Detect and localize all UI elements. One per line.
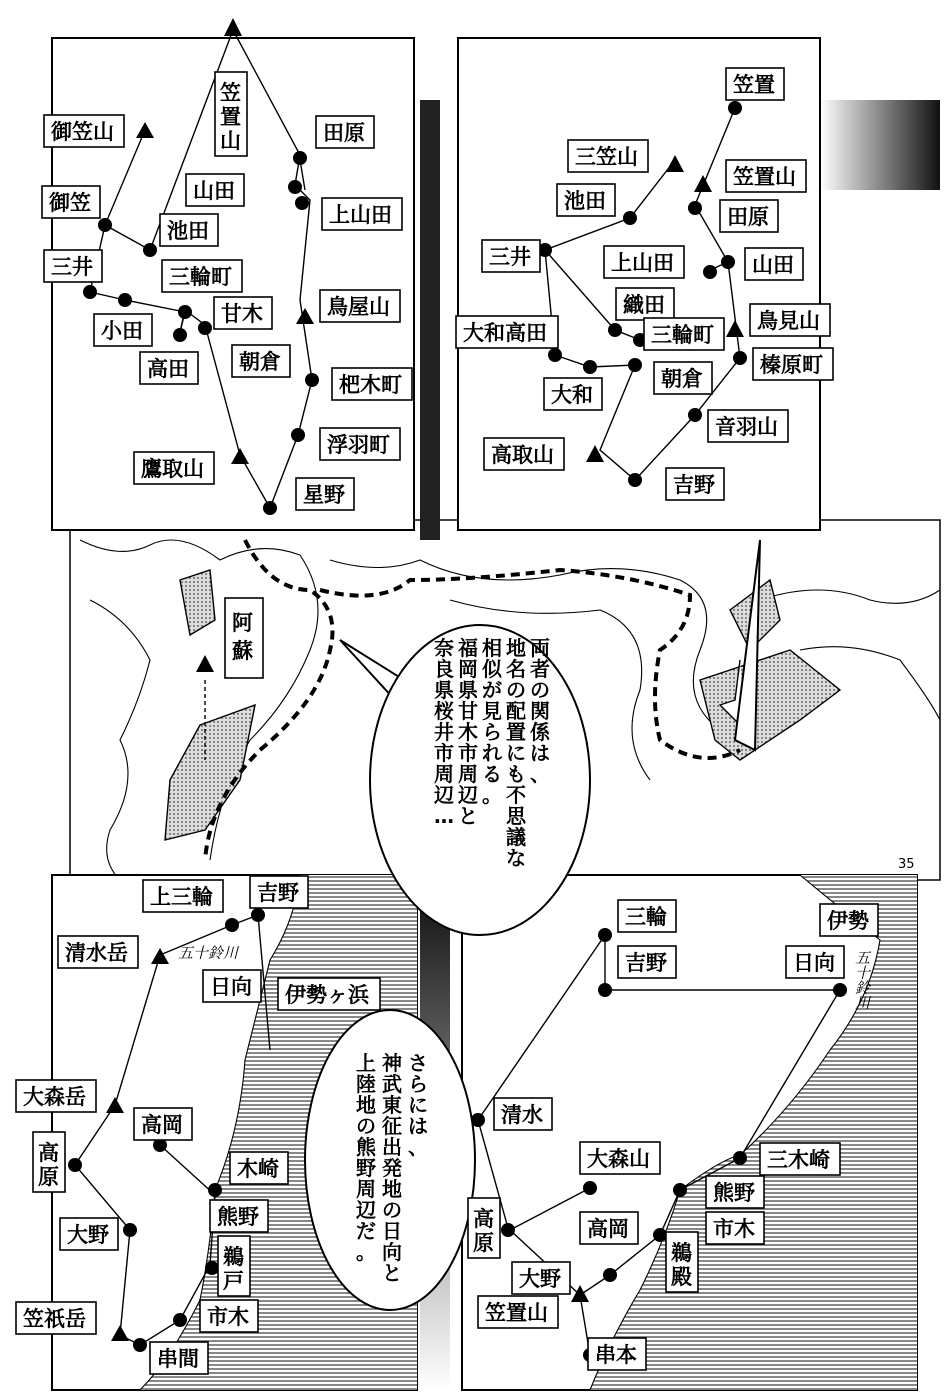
b2lines-line-1: 神武東征出発地の日向と bbox=[382, 1051, 402, 1285]
svg-text:高: 高 bbox=[473, 1207, 494, 1231]
aso-label bbox=[225, 598, 263, 678]
panel-bl-label-text-2: 清水岳 bbox=[65, 941, 128, 965]
gradient-strip bbox=[820, 100, 940, 190]
panel-tl-label-6 bbox=[160, 214, 218, 246]
panel-bl-label-9 bbox=[210, 1200, 268, 1232]
panel-tl-label-12 bbox=[140, 352, 198, 384]
panel-br-label-text-9: 高岡 bbox=[587, 1217, 629, 1241]
panel-tr-label-text-17: 吉野 bbox=[673, 473, 715, 497]
panel-br-label-11 bbox=[666, 1232, 698, 1292]
svg-text:原: 原 bbox=[38, 1165, 59, 1189]
panel-bl-label-text-6: 高岡 bbox=[141, 1113, 183, 1137]
panel-br-label-text-2: 吉野 bbox=[625, 951, 667, 975]
panel-tl-label-text-16: 鷹取山 bbox=[141, 457, 204, 481]
panel-br-label-2 bbox=[618, 946, 676, 978]
panel-tl-label-text-0: 御笠山 bbox=[51, 120, 114, 144]
panel-tr-label-6 bbox=[604, 246, 684, 278]
panel-br-label-3 bbox=[786, 946, 844, 978]
panel-tr-label-17 bbox=[666, 468, 724, 500]
panel-tr-label-text-16: 高取山 bbox=[491, 443, 554, 467]
panel-br-label-text-0: 三輪 bbox=[625, 905, 667, 929]
panel-br-label-text-12: 大野 bbox=[519, 1267, 561, 1291]
panel-tl-label-text-9: 小田 bbox=[101, 319, 143, 343]
panel-tr-label-1 bbox=[568, 140, 648, 172]
panel-tr-label-text-2: 笠置山 bbox=[733, 165, 796, 189]
panel-tl-label-11 bbox=[320, 290, 400, 322]
panel-br-label-9 bbox=[580, 1212, 638, 1244]
panel-br-label-4 bbox=[494, 1098, 552, 1130]
panel-tr-label-8 bbox=[616, 288, 674, 320]
panel-bl-label-14 bbox=[150, 1342, 208, 1374]
panel-tr-label-15 bbox=[708, 410, 788, 442]
panel-tl-label-text-10: 甘木 bbox=[221, 302, 263, 326]
panel-br-label-text-13: 笠置山 bbox=[485, 1301, 548, 1325]
panel-tl-label-7 bbox=[44, 250, 102, 282]
panel-tl-label-text-14: 杷木町 bbox=[339, 373, 402, 397]
panel-tr-label-text-3: 池田 bbox=[564, 189, 606, 213]
panel-tr-label-5 bbox=[482, 240, 540, 272]
panel-br-label-text-10: 市木 bbox=[713, 1217, 755, 1241]
panel-bl-label-7 bbox=[33, 1132, 65, 1192]
panel-br-label-text-3: 日向 bbox=[793, 951, 835, 975]
panel-tl-label-text-11: 鳥屋山 bbox=[327, 295, 390, 319]
panel-tr-label-text-1: 三笠山 bbox=[575, 145, 638, 169]
panel-tl-label-text-12: 高田 bbox=[147, 357, 189, 381]
panel-tr-label-text-10: 大和高田 bbox=[463, 321, 547, 345]
panel-tr-label-text-8: 織田 bbox=[623, 293, 665, 317]
panel-tr-label-12 bbox=[753, 348, 833, 380]
panel-tr-label-10 bbox=[456, 316, 558, 348]
svg-text:戸: 戸 bbox=[223, 1269, 244, 1293]
panel-tl-label-14 bbox=[332, 368, 412, 400]
panel-bl-label-8 bbox=[230, 1152, 288, 1184]
panel-bl-label-text-4: 伊勢ヶ浜 bbox=[285, 983, 369, 1007]
panel-bl-label-0 bbox=[143, 880, 223, 912]
panel-tl-label-text-4: 上山田 bbox=[329, 203, 392, 227]
panel-tl-label-3 bbox=[186, 174, 244, 206]
panel-bl-label-text-10: 大野 bbox=[67, 1223, 109, 1247]
panel-tl-label-10 bbox=[214, 297, 272, 329]
panel-tr-label-text-7: 山田 bbox=[752, 253, 794, 277]
b1lines-line-3: 福岡県甘木市周辺と bbox=[458, 636, 478, 828]
panel-tl-label-5 bbox=[42, 186, 100, 218]
divider-strip bbox=[420, 100, 440, 540]
panel-tr-label-text-5: 三井 bbox=[489, 245, 531, 269]
panel-tl-label-17 bbox=[296, 478, 354, 510]
panel-tl-label-16 bbox=[134, 452, 214, 484]
panel-bl-label-text-0: 上三輪 bbox=[150, 885, 213, 909]
svg-text:鵜: 鵜 bbox=[671, 1241, 692, 1265]
panel-br-label-text-1: 伊勢 bbox=[827, 909, 869, 933]
b1lines-line-1: 地名の配置にも不思議な bbox=[506, 636, 526, 870]
b2lines-line-2: 上陸地の熊野周辺だ。 bbox=[356, 1051, 376, 1264]
panel-tr-label-text-13: 大和 bbox=[551, 383, 593, 407]
panel-tr-label-text-12: 榛原町 bbox=[760, 353, 823, 377]
b1lines-line-2: 相似が見られる。 bbox=[482, 636, 502, 807]
panel-tl-label-8 bbox=[162, 260, 242, 292]
panel-bl-label-text-3: 日向 bbox=[210, 975, 252, 999]
panel-tl-label-text-13: 朝倉 bbox=[239, 350, 281, 374]
panel-tr-label-13 bbox=[544, 378, 602, 410]
panel-bl-label-text-12: 笠祇岳 bbox=[23, 1307, 86, 1331]
panel-bl-label-1 bbox=[250, 876, 308, 908]
panel-tr-label-3 bbox=[557, 184, 615, 216]
panel-bl-label-text-1: 吉野 bbox=[257, 881, 299, 905]
panel-tl-label-text-15: 浮羽町 bbox=[327, 433, 390, 457]
panel-tr-label-2 bbox=[726, 160, 806, 192]
panel-tr-label-text-0: 笠置 bbox=[733, 73, 775, 97]
panel-br-label-text-6: 大森山 bbox=[587, 1147, 650, 1171]
panel-bl-label-3 bbox=[203, 970, 261, 1002]
panel-bl-label-text-5: 大森岳 bbox=[23, 1085, 86, 1109]
panel-tl-label-4 bbox=[322, 198, 402, 230]
panel-tr-label-text-14: 朝倉 bbox=[661, 367, 703, 391]
svg-text:笠: 笠 bbox=[220, 81, 241, 105]
panel-tr-label-9 bbox=[750, 304, 830, 336]
svg-text:原: 原 bbox=[473, 1231, 494, 1255]
panel-tr-label-4 bbox=[720, 200, 778, 232]
panel-tl-label-text-8: 三輪町 bbox=[169, 265, 232, 289]
panel-tr-label-text-9: 鳥見山 bbox=[757, 309, 820, 333]
panel-bl-label-text-13: 市木 bbox=[207, 1305, 249, 1329]
panel-tr-label-14 bbox=[654, 362, 712, 394]
b1lines-line-4: 奈良県桜井市周辺… bbox=[434, 636, 454, 828]
panel-tr-label-7 bbox=[745, 248, 803, 280]
panel-br-label-13 bbox=[478, 1296, 558, 1328]
panel-tl-label-text-17: 星野 bbox=[303, 483, 345, 507]
panel-br-label-text-7: 熊野 bbox=[713, 1181, 755, 1205]
svg-text:鵜: 鵜 bbox=[223, 1245, 244, 1269]
panel-bl-label-2 bbox=[58, 936, 138, 968]
panel-tr-label-0 bbox=[726, 68, 784, 100]
panel-bl-label-12 bbox=[16, 1302, 96, 1334]
panel-bl-label-13 bbox=[200, 1300, 258, 1332]
isuzu-river-label-bl: 五十鈴川 bbox=[178, 944, 239, 962]
panel-tl-label-text-5: 御笠 bbox=[49, 191, 91, 215]
panel-tl-label-9 bbox=[94, 314, 152, 346]
panel-bl-label-4 bbox=[278, 978, 380, 1010]
panel-tl-label-text-2: 田原 bbox=[323, 121, 365, 145]
panel-br-label-14 bbox=[588, 1338, 646, 1370]
panel-tr-label-text-15: 音羽山 bbox=[715, 415, 778, 439]
panel-bl-label-6 bbox=[134, 1108, 192, 1140]
panel-bl-label-text-8: 木崎 bbox=[237, 1157, 279, 1181]
panel-br-label-12 bbox=[512, 1262, 570, 1294]
panel-tl-label-13 bbox=[232, 345, 290, 377]
panel-tr-label-11 bbox=[644, 318, 724, 350]
panel-bl-label-10 bbox=[60, 1218, 118, 1250]
panel-br-label-1 bbox=[820, 904, 878, 936]
panel-br-label-text-5: 三木崎 bbox=[767, 1148, 830, 1172]
panel-br-label-text-14: 串本 bbox=[595, 1343, 637, 1367]
panel-br-label-10 bbox=[706, 1212, 764, 1244]
panel-tl-label-1 bbox=[215, 72, 247, 156]
b2lines-line-0: さらには、 bbox=[408, 1051, 428, 1159]
panel-tl-label-2 bbox=[316, 116, 374, 148]
svg-text:高: 高 bbox=[38, 1141, 59, 1165]
panel-tr-label-text-4: 田原 bbox=[727, 205, 769, 229]
panel-bl-label-text-14: 串間 bbox=[157, 1347, 199, 1371]
b1lines-line-0: 両者の関係は、 bbox=[530, 636, 550, 786]
panel-tr-label-text-6: 上山田 bbox=[611, 251, 674, 275]
panel-bl-label-5 bbox=[16, 1080, 96, 1112]
panel-tr-label-text-11: 三輪町 bbox=[651, 323, 714, 347]
panel-br-label-7 bbox=[706, 1176, 764, 1208]
panel-bl-label-11 bbox=[218, 1236, 250, 1296]
panel-tl-label-0 bbox=[44, 115, 124, 147]
isuzu-river-label-br: 五十鈴川 bbox=[853, 950, 871, 1010]
svg-text:殿: 殿 bbox=[671, 1265, 692, 1289]
svg-text:阿蘇: 阿蘇 bbox=[232, 611, 253, 663]
panel-br-label-6 bbox=[580, 1142, 660, 1174]
panel-tr-label-16 bbox=[484, 438, 564, 470]
page-number: 35 bbox=[898, 857, 915, 872]
panel-br-label-0 bbox=[618, 900, 676, 932]
panel-br-label-8 bbox=[468, 1198, 500, 1258]
svg-text:置: 置 bbox=[220, 105, 241, 129]
svg-text:山: 山 bbox=[220, 129, 241, 153]
panel-tl-label-text-6: 池田 bbox=[167, 219, 209, 243]
panel-tl-label-text-7: 三井 bbox=[51, 255, 93, 279]
speech-bubble-2 bbox=[305, 1010, 475, 1310]
panel-br-label-5 bbox=[760, 1143, 840, 1175]
panel-bl-label-text-9: 熊野 bbox=[217, 1205, 259, 1229]
panel-tl-label-15 bbox=[320, 428, 400, 460]
panel-tl-label-text-3: 山田 bbox=[193, 179, 235, 203]
panel-br-label-text-4: 清水 bbox=[501, 1103, 543, 1127]
